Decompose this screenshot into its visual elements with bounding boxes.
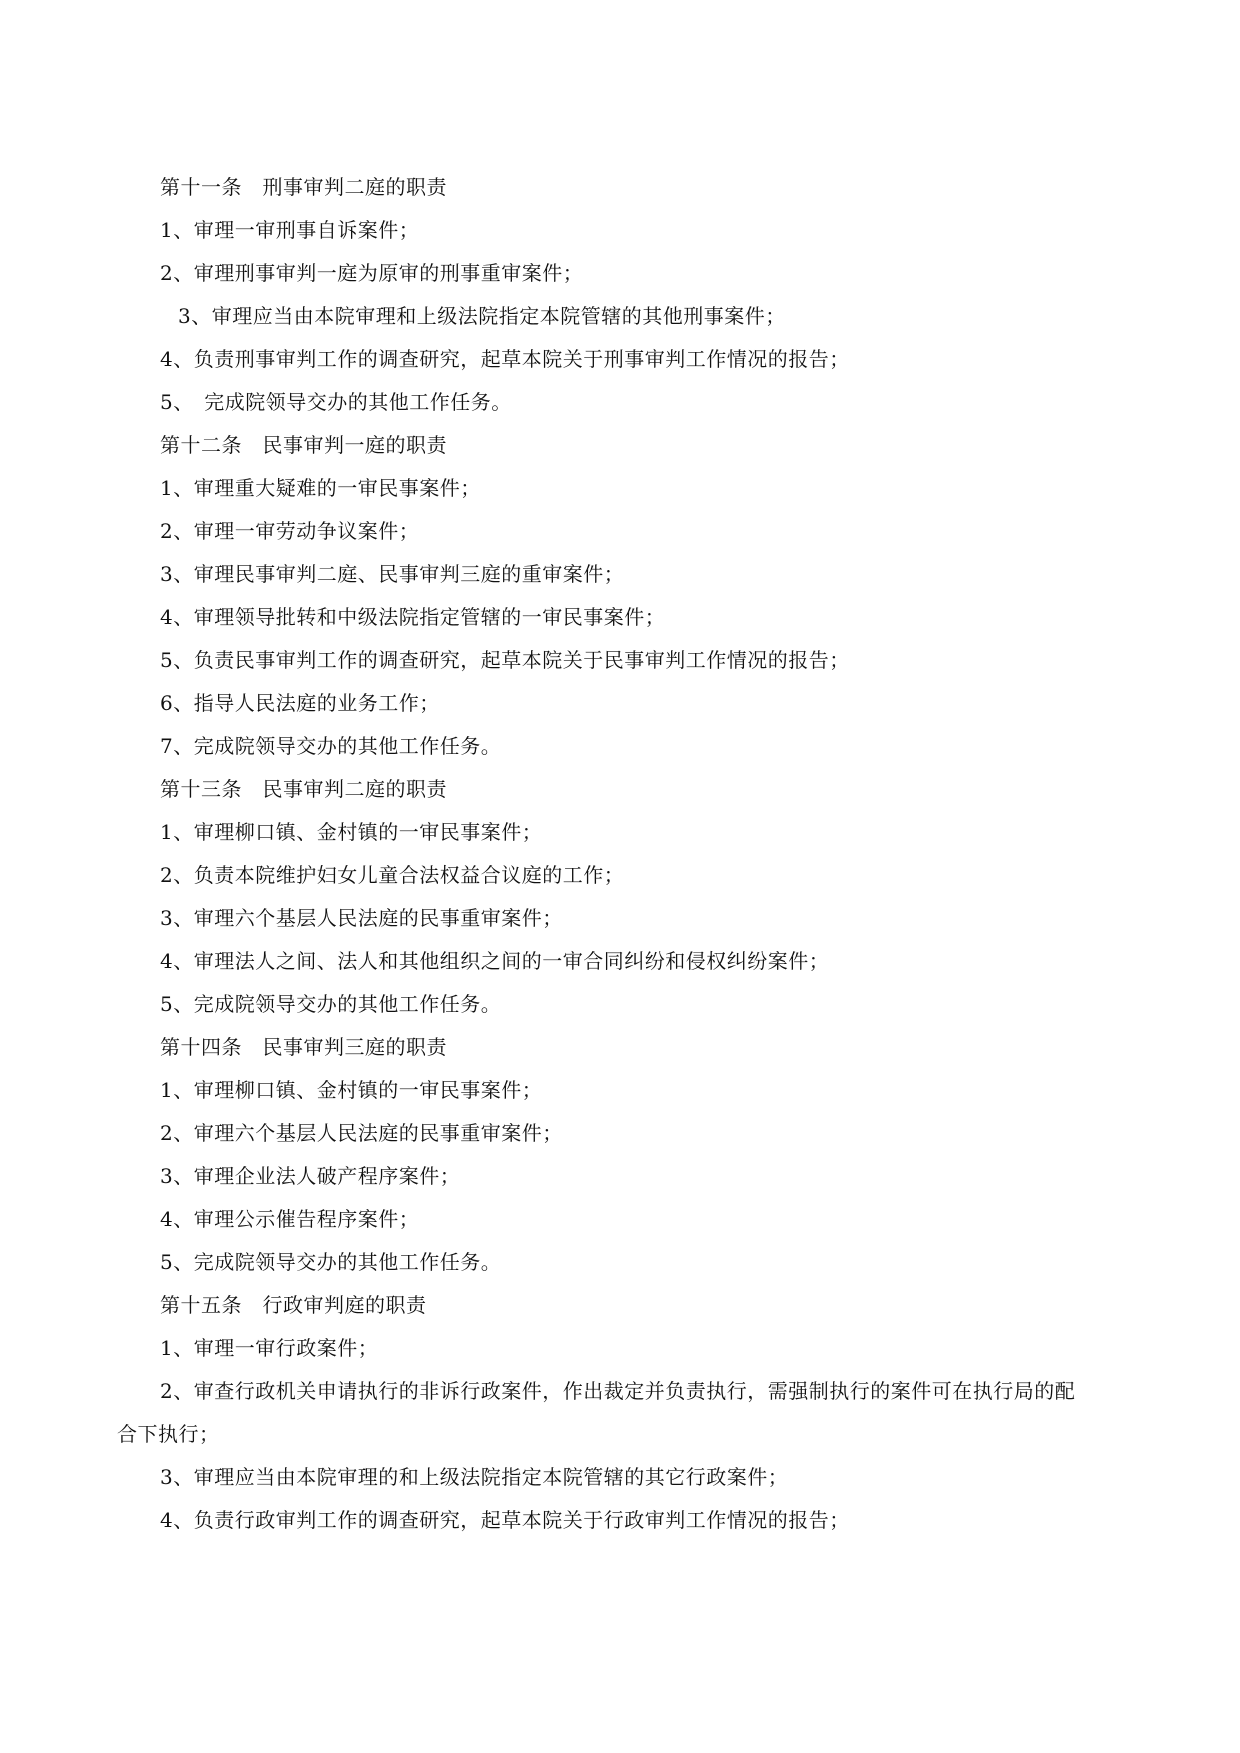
- article-14-heading: 第十四条 民事审判三庭的职责: [160, 1035, 447, 1059]
- list-item: 6、指导人民法庭的业务工作；: [160, 691, 440, 715]
- list-item: 1、审理柳口镇、金村镇的一审民事案件；: [160, 1078, 543, 1102]
- list-item: 1、审理一审刑事自诉案件；: [160, 218, 420, 242]
- list-item: 3、审理应当由本院审理的和上级法院指定本院管辖的其它行政案件；: [160, 1465, 789, 1489]
- list-item: 4、负责刑事审判工作的调查研究，起草本院关于刑事审判工作情况的报告；: [160, 347, 850, 371]
- list-item: 1、审理柳口镇、金村镇的一审民事案件；: [160, 820, 543, 844]
- list-item: 4、审理领导批转和中级法院指定管辖的一审民事案件；: [160, 605, 666, 629]
- list-item: 7、完成院领导交办的其他工作任务。: [160, 734, 502, 758]
- list-item-continuation: 合下执行；: [117, 1422, 220, 1446]
- article-15-heading: 第十五条 行政审判庭的职责: [160, 1293, 427, 1317]
- list-item: 2、审理刑事审判一庭为原审的刑事重审案件；: [160, 261, 584, 285]
- list-item: 3、审理民事审判二庭、民事审判三庭的重审案件；: [160, 562, 625, 586]
- list-item: 1、审理一审行政案件；: [160, 1336, 379, 1360]
- list-item: 4、审理法人之间、法人和其他组织之间的一审合同纠纷和侵权纠纷案件；: [160, 949, 830, 973]
- list-item: 5、完成院领导交办的其他工作任务。: [160, 992, 502, 1016]
- list-item: 2、审查行政机关申请执行的非诉行政案件，作出裁定并负责执行，需强制执行的案件可在执行局的配: [160, 1379, 1076, 1403]
- article-11-heading: 第十一条 刑事审判二庭的职责: [160, 175, 447, 199]
- list-item: 2、负责本院维护妇女儿童合法权益合议庭的工作；: [160, 863, 625, 887]
- list-item: 5、负责民事审判工作的调查研究，起草本院关于民事审判工作情况的报告；: [160, 648, 850, 672]
- list-item: 4、审理公示催告程序案件；: [160, 1207, 420, 1231]
- list-item: 2、审理六个基层人民法庭的民事重审案件；: [160, 1121, 563, 1145]
- list-item: 3、审理企业法人破产程序案件；: [160, 1164, 461, 1188]
- list-item: 5、完成院领导交办的其他工作任务。: [160, 1250, 502, 1274]
- article-13-heading: 第十三条 民事审判二庭的职责: [160, 777, 447, 801]
- list-item: 2、审理一审劳动争议案件；: [160, 519, 420, 543]
- list-item: 1、审理重大疑难的一审民事案件；: [160, 476, 481, 500]
- article-12-heading: 第十二条 民事审判一庭的职责: [160, 433, 447, 457]
- list-item: 3、审理应当由本院审理和上级法院指定本院管辖的其他刑事案件；: [178, 304, 786, 328]
- list-item: 5、 完成院领导交办的其他工作任务。: [160, 390, 512, 414]
- list-item: 4、负责行政审判工作的调查研究，起草本院关于行政审判工作情况的报告；: [160, 1508, 850, 1532]
- list-item: 3、审理六个基层人民法庭的民事重审案件；: [160, 906, 563, 930]
